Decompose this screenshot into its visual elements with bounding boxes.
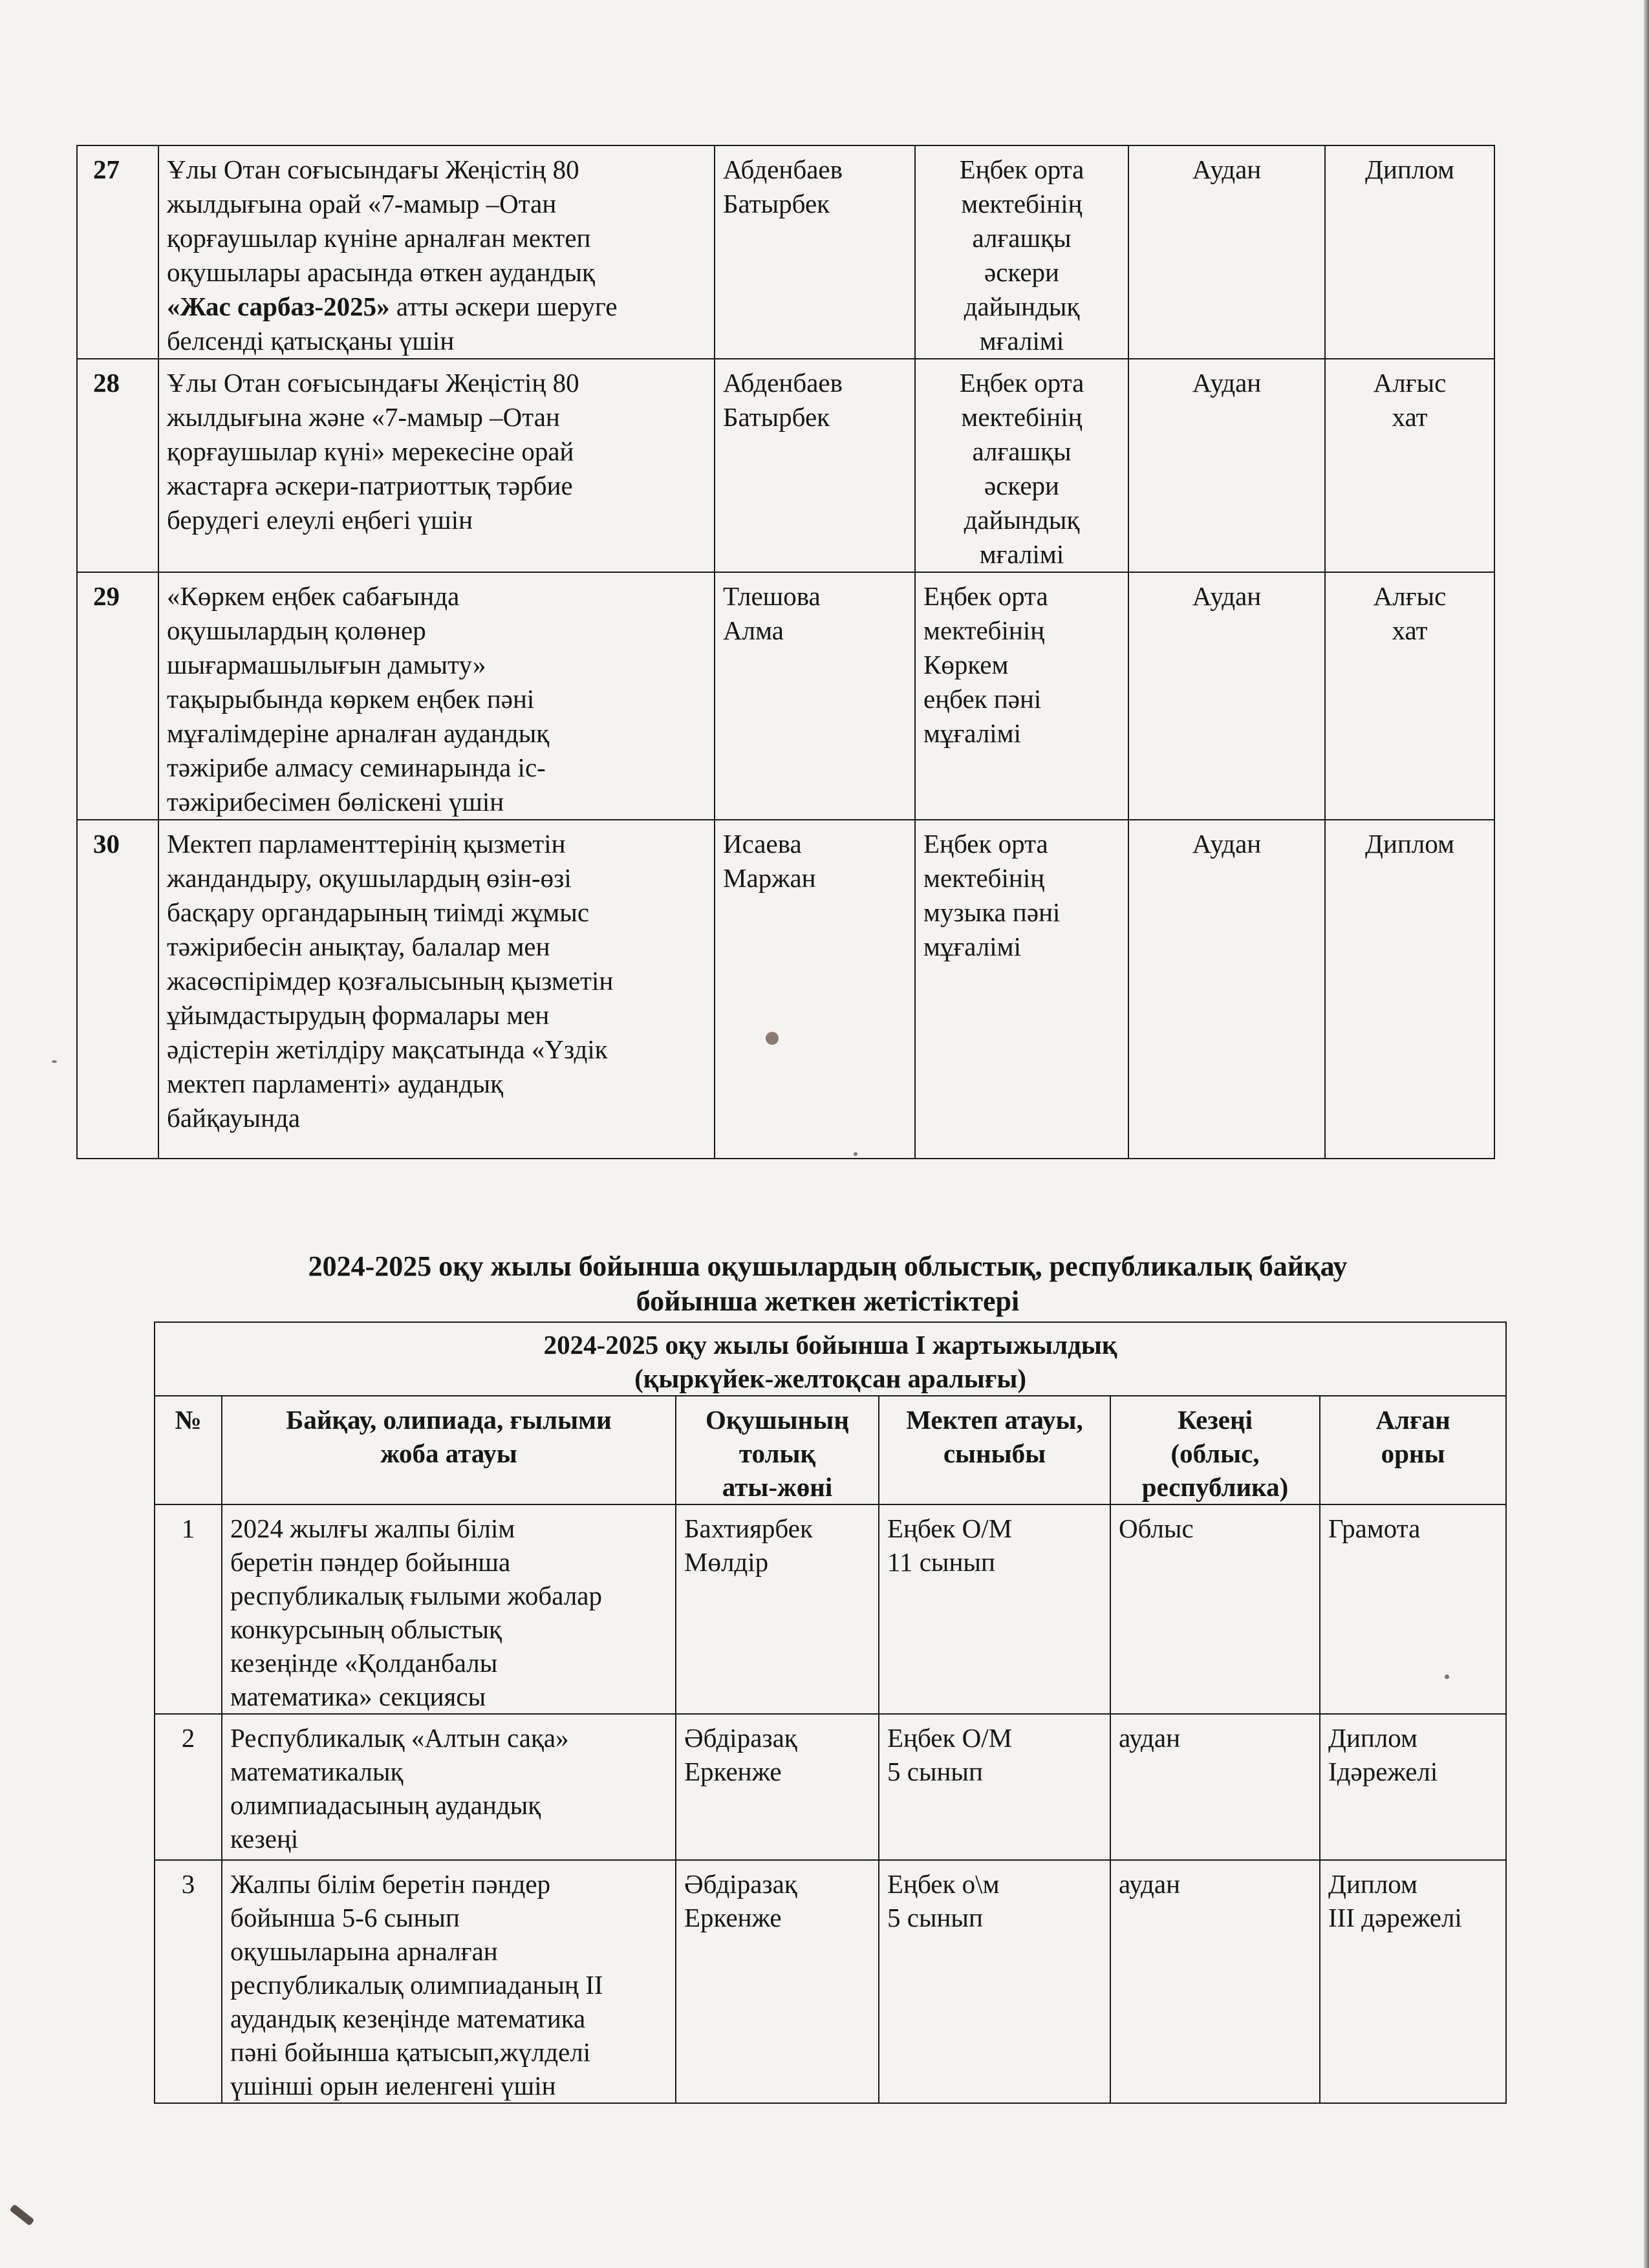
text-line: жылдығына және «7-мамыр –Отан	[167, 402, 560, 432]
text-line: кезеңінде «Қолданбалы	[230, 1648, 498, 1678]
text-line: Мектеп атауы,	[906, 1405, 1083, 1435]
row-number: 3	[155, 1860, 222, 2103]
person-name	[715, 572, 915, 820]
text-line: музыка пәні	[923, 897, 1061, 927]
text-line: тақырыбында көркем еңбек пәні	[167, 684, 535, 714]
award-type	[1325, 359, 1494, 572]
column-header-contest	[222, 1396, 676, 1504]
text-line: Бахтиярбек	[684, 1514, 813, 1543]
heading-line: бойынша жеткен жетістіктері	[636, 1285, 1020, 1317]
column-header-school	[879, 1396, 1110, 1504]
table-row	[155, 1714, 1506, 1860]
text-line: «Көркем еңбек сабағында	[167, 581, 460, 611]
column-header-place	[1320, 1396, 1506, 1504]
person-position	[915, 145, 1128, 359]
text-line: Тлешова	[723, 581, 821, 611]
text-line: Ұлы Отан соғысындағы Жеңістің 80	[167, 155, 579, 184]
text-line: беретін пәндер бойынша	[230, 1547, 511, 1577]
text-line: мектеп парламенті» аудандық	[167, 1069, 504, 1098]
event-level: Аудан	[1128, 572, 1325, 820]
school-class	[879, 1504, 1110, 1714]
place-award	[1320, 1714, 1506, 1860]
heading-line: 2024-2025 оқу жылы бойынша оқушылардың облыстық, республикалық байқау	[308, 1250, 1348, 1282]
text-line: кезеңі	[230, 1824, 299, 1854]
school-class	[879, 1860, 1110, 2103]
stage-level: Облыс	[1110, 1504, 1320, 1714]
scan-page-edge	[1644, 0, 1649, 2268]
text-line: мектебінің	[961, 189, 1083, 219]
row-number: 29	[77, 572, 158, 820]
text-line: Диплом	[1328, 1869, 1417, 1899]
scan-mark	[10, 2204, 35, 2226]
table-row	[155, 1504, 1506, 1714]
text-line: Алма	[723, 615, 784, 645]
text-line: 5 сынып	[887, 1757, 983, 1786]
award-type	[1325, 145, 1494, 359]
text-line: жоба атауы	[380, 1439, 517, 1468]
text-line: Мектеп парламенттерінің қызметін	[167, 829, 566, 859]
event-level: Аудан	[1128, 145, 1325, 359]
stage-level: аудан	[1110, 1714, 1320, 1860]
text-line: Еңбек О/М	[887, 1514, 1013, 1543]
text-line: жасөспірімдер қозғалысының қызметін	[167, 966, 614, 996]
awards-table-teachers	[76, 145, 1495, 1159]
text-line: орны	[1381, 1439, 1445, 1468]
text-line: дайындық	[964, 292, 1080, 321]
text-line: қорғаушылар күні» мерекесіне орай	[167, 436, 574, 466]
text-line: мұғалімі	[923, 718, 1022, 748]
table-header-row	[155, 1396, 1506, 1504]
text-line: алғашқы	[972, 223, 1072, 253]
semester-banner	[155, 1322, 1506, 1396]
text-line: Байқау, олипиада, ғылыми	[286, 1405, 612, 1435]
text-line: сыныбы	[943, 1439, 1046, 1468]
bold-event-name: «Жас сарбаз-2025»	[167, 292, 390, 321]
column-header-stage	[1110, 1396, 1320, 1504]
text-line: хат	[1392, 402, 1428, 432]
text-line: аты-жөні	[722, 1472, 833, 1502]
section-heading	[142, 1249, 1513, 1319]
text-line: конкурсының облыстық	[230, 1614, 502, 1644]
text-line: мектебінің	[923, 863, 1045, 893]
text-line: еңбек пәні	[923, 684, 1042, 714]
text-line: тәжірибесімен бөліскені үшін	[167, 787, 504, 817]
award-type	[1325, 572, 1494, 820]
person-position	[915, 820, 1128, 1159]
person-name	[715, 359, 915, 572]
text-line: ұйымдастырудың формалары мен	[167, 1000, 550, 1030]
contest-name	[222, 1714, 676, 1860]
text-line: 5 сынып	[887, 1903, 983, 1932]
text-line: бойынша 5-6 сынып	[230, 1903, 460, 1932]
text-line: пәні бойынша қатысып,жүлделі	[230, 2037, 591, 2067]
text-line: қорғаушылар күніне арналған мектеп	[167, 223, 591, 253]
text-line: мұғалімдеріне арналған аудандық	[167, 718, 550, 748]
student-name	[676, 1860, 879, 2103]
text-line: Исаева	[723, 829, 802, 859]
text-line: олимпиадасының аудандық	[230, 1790, 541, 1820]
event-description	[158, 145, 715, 359]
text-line: жандандыру, оқушылардың өзін-өзі	[167, 863, 572, 893]
school-class	[879, 1714, 1110, 1860]
text-line: Еңбек орта	[959, 155, 1084, 184]
text-line: мғалімі	[979, 539, 1064, 569]
scan-speck	[766, 1032, 779, 1045]
text-line: Ідәрежелі	[1328, 1757, 1438, 1786]
award-type	[1325, 820, 1494, 1159]
text-line: 2024-2025 оқу жылы бойынша І жартыжылдық	[543, 1330, 1117, 1360]
table-row	[77, 820, 1494, 1159]
text-line: Батырбек	[723, 402, 830, 432]
text-line: тәжірибесін анықтау, балалар мен	[167, 932, 550, 961]
text-line: Алғыс	[1373, 368, 1447, 398]
text-line: мектебінің	[961, 402, 1083, 432]
text-line: (қыркүйек-желтоқсан аралығы)	[634, 1364, 1027, 1393]
text-line: Диплом	[1328, 1723, 1417, 1753]
text-line: Ұлы Отан соғысындағы Жеңістің 80	[167, 368, 579, 398]
student-name	[676, 1714, 879, 1860]
text-line: ІІІ дәрежелі	[1328, 1903, 1462, 1932]
scan-speck	[854, 1152, 857, 1156]
student-name	[676, 1504, 879, 1714]
text-line: оқушылары арасында өткен аудандық	[167, 257, 595, 287]
text-line: жастарға әскери-патриоттық тәрбие	[167, 471, 573, 500]
person-name	[715, 145, 915, 359]
text-line: Диплом	[1365, 155, 1454, 184]
text-line: 11 сынып	[887, 1547, 995, 1577]
scan-speck	[52, 1060, 57, 1063]
text-line: Еркенже	[684, 1903, 782, 1932]
person-position	[915, 359, 1128, 572]
table-row	[77, 145, 1494, 359]
event-description	[158, 359, 715, 572]
text-line: байқауында	[167, 1103, 301, 1133]
row-number: 27	[77, 145, 158, 359]
text-line: Еңбек орта	[959, 368, 1084, 398]
contest-name	[222, 1504, 676, 1714]
text-line: Оқушының	[706, 1405, 849, 1435]
row-number: 1	[155, 1504, 222, 1714]
text-line: тәжірибе алмасу семинарында іс-	[167, 753, 546, 782]
text-line: дайындық	[964, 505, 1080, 535]
row-number: 28	[77, 359, 158, 572]
event-description	[158, 820, 715, 1159]
event-description	[158, 572, 715, 820]
text-line: Диплом	[1365, 829, 1454, 859]
place-award	[1320, 1504, 1506, 1714]
text-line: әдістерін жетілдіру мақсатында «Үздік	[167, 1034, 608, 1064]
text-line: Еркенже	[684, 1757, 782, 1786]
text-line: Абденбаев	[723, 368, 843, 398]
text-fragment: атты әскери шеруге	[389, 292, 618, 321]
text-line: Әбдіразақ	[684, 1869, 797, 1899]
text-line: Алған	[1375, 1405, 1450, 1435]
text-line: Жалпы білім беретін пәндер	[230, 1869, 551, 1899]
text-line: мұғалімі	[923, 932, 1022, 961]
text-line: Батырбек	[723, 189, 830, 219]
text-line: шығармашылығын дамыту»	[167, 650, 486, 679]
text-line: математикалық	[230, 1757, 404, 1786]
text-line: Республикалық «Алтын сақа»	[230, 1723, 569, 1753]
text-line: Көркем	[923, 650, 1009, 679]
text-line	[167, 290, 706, 324]
text-line: Еңбек орта	[923, 581, 1048, 611]
text-line: басқару органдарының тиімді жұмыс	[167, 897, 590, 927]
text-line: Мөлдір	[684, 1547, 769, 1577]
text-line: Грамота	[1328, 1514, 1421, 1543]
text-line: берудегі елеулі еңбегі үшін	[167, 505, 473, 535]
text-line: белсенді қатысқаны үшін	[167, 326, 455, 356]
text-line: Абденбаев	[723, 155, 843, 184]
text-line: Алғыс	[1373, 581, 1447, 611]
text-line: (облыс,	[1170, 1439, 1260, 1468]
scan-speck	[1445, 1674, 1449, 1679]
stage-level: аудан	[1110, 1860, 1320, 2103]
table-row	[77, 572, 1494, 820]
text-line: Еңбек орта	[923, 829, 1048, 859]
text-line: аудандық кезеңінде математика	[230, 2004, 586, 2033]
text-line: Кезеңі	[1177, 1405, 1253, 1435]
row-number: 2	[155, 1714, 222, 1860]
text-line: Еңбек о\м	[887, 1869, 1000, 1899]
table-row	[77, 359, 1494, 572]
place-award	[1320, 1860, 1506, 2103]
person-position	[915, 572, 1128, 820]
text-line: жылдығына орай «7-мамыр –Отан	[167, 189, 557, 219]
text-line: мғалімі	[979, 326, 1064, 356]
text-line: әскери	[984, 471, 1059, 500]
text-line: толық	[738, 1439, 816, 1468]
person-name	[715, 820, 915, 1159]
text-line: республика)	[1141, 1472, 1289, 1502]
text-line: республикалық олимпиаданың ІІ	[230, 1970, 603, 2000]
text-line: оқушыларына арналған	[230, 1936, 498, 1966]
column-header-number: №	[155, 1396, 222, 1504]
table-row	[155, 1860, 1506, 2103]
row-number: 30	[77, 820, 158, 1159]
text-line: Әбдіразақ	[684, 1723, 797, 1753]
text-line: оқушылардың қолөнер	[167, 615, 426, 645]
text-line: алғашқы	[972, 436, 1072, 466]
column-header-student	[676, 1396, 879, 1504]
text-line: хат	[1392, 615, 1428, 645]
text-line: Еңбек О/М	[887, 1723, 1013, 1753]
text-line: 2024 жылғы жалпы білім	[230, 1514, 515, 1543]
contest-name	[222, 1860, 676, 2103]
student-achievements-table	[154, 1321, 1507, 2104]
text-line: мектебінің	[923, 615, 1045, 645]
text-line: Маржан	[723, 863, 816, 893]
table-banner-row	[155, 1322, 1506, 1396]
text-line: республикалық ғылыми жобалар	[230, 1581, 602, 1610]
text-line: әскери	[984, 257, 1059, 287]
event-level: Аудан	[1128, 820, 1325, 1159]
event-level: Аудан	[1128, 359, 1325, 572]
text-line: үшінші орын иеленгені үшін	[230, 2071, 556, 2101]
text-line: математика» секциясы	[230, 1682, 486, 1711]
